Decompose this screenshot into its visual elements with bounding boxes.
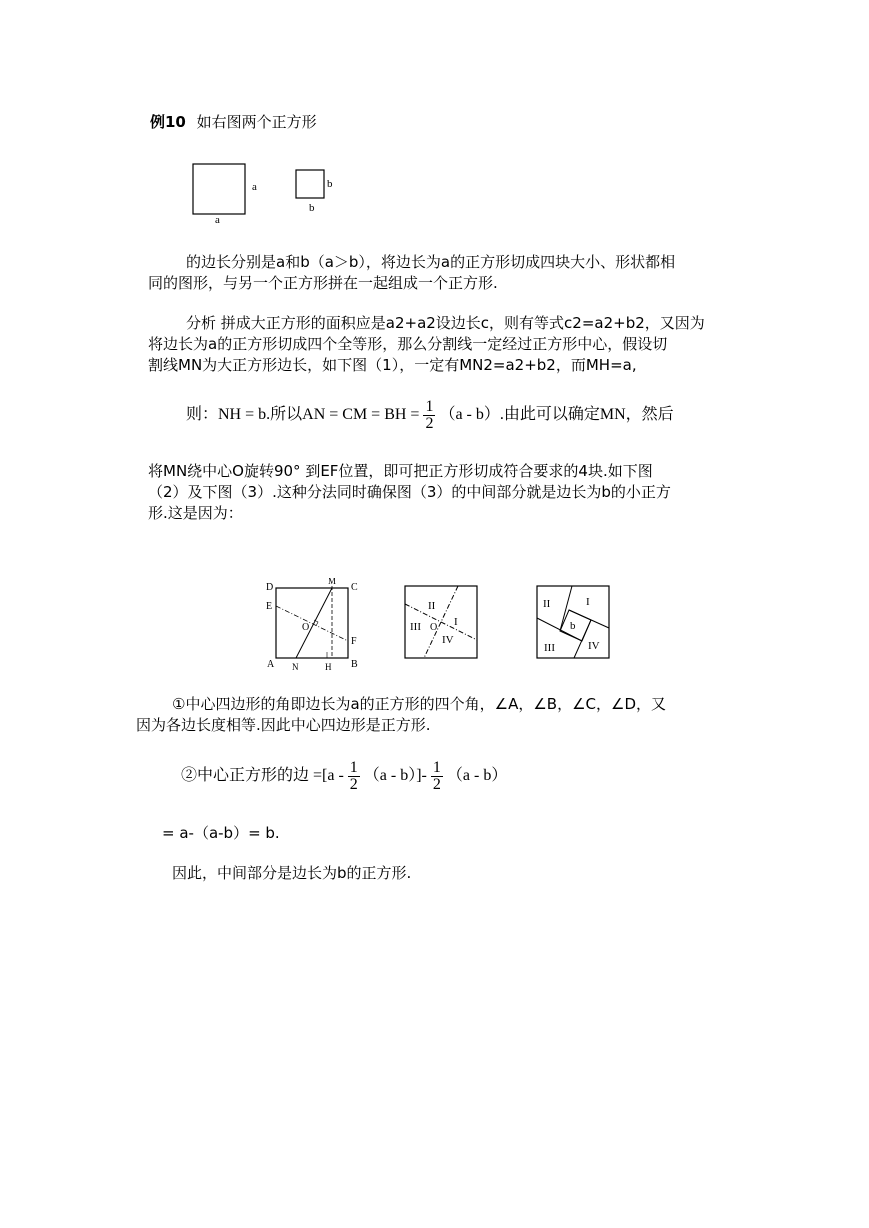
fig2-label-ii: II	[428, 600, 436, 612]
rotation-line-3: 形.这是因为：	[148, 504, 243, 522]
rotation-line-1: 将MN绕中心O旋转90° 到EF位置，即可把正方形切成符合要求的4块.如下图	[148, 462, 653, 480]
fig3-label-iii: III	[544, 642, 555, 654]
formula-1	[186, 395, 674, 435]
problem-line-2: 同的图形，与另一个正方形拼在一起组成一个正方形.	[148, 274, 498, 292]
small-square-side-right: b	[327, 178, 333, 190]
label-b: B	[351, 659, 358, 670]
analysis-line-1: 分析 拼成大正方形的面积应是a2+a2设边长c，则有等式c2=a2+b2，又因为	[186, 314, 705, 332]
label-d: D	[266, 582, 274, 593]
big-square-side-right: a	[252, 181, 257, 193]
figure-2	[402, 583, 482, 661]
big-square	[193, 164, 245, 214]
reason-2-fraction-2-denominator: 2	[432, 775, 441, 793]
reason-1-line-2: 因为各边长度相等.因此中心四边形是正方形.	[136, 716, 431, 734]
big-square-side-bottom: a	[215, 214, 220, 225]
reason-2-prefix: ②中心正方形的边 =[a -	[181, 767, 344, 784]
result-line: = a-（a-b）= b.	[162, 824, 280, 842]
fraction-one-half	[423, 399, 435, 432]
line-ef	[276, 606, 348, 641]
fig2-label-iv: IV	[442, 634, 454, 646]
figure-1-square	[276, 588, 348, 658]
reason-2-fraction-2-numerator: 1	[432, 758, 441, 776]
small-square-side-bottom: b	[309, 202, 315, 214]
example-label: 例10	[150, 113, 186, 131]
fraction-numerator: 1	[425, 397, 434, 415]
figure-1	[262, 578, 372, 673]
fig3-label-ii: II	[543, 598, 551, 610]
reason-2-suffix: （a - b）	[446, 767, 508, 784]
label-a: A	[267, 659, 275, 670]
example-title: 如右图两个正方形	[196, 113, 317, 131]
reason-2-fraction-2	[431, 760, 443, 793]
reason-2-formula	[181, 756, 507, 796]
reason-2-fraction-1	[348, 760, 360, 793]
reason-2-fraction-1-denominator: 2	[349, 775, 358, 793]
label-e: E	[266, 601, 273, 612]
fig3-label-iv: IV	[588, 640, 600, 652]
conclusion-line: 因此，中间部分是边长为b的正方形.	[172, 864, 412, 882]
fig3-label-b: b	[570, 620, 576, 632]
label-o: O	[302, 622, 310, 633]
label-c: C	[351, 582, 358, 593]
label-h: H	[325, 662, 332, 672]
analysis-line-3: 割线MN为大正方形边长，如下图（1），一定有MN2=a2+b2，而MH=a,	[148, 356, 637, 374]
fig2-label-i: I	[454, 616, 458, 628]
fig2-label-o: O	[430, 622, 438, 633]
reason-1-line-1: ①中心四边形的角即边长为a的正方形的四个角，∠A，∠B，∠C，∠D，又	[172, 695, 667, 713]
label-n: N	[292, 662, 299, 672]
label-f: F	[351, 636, 357, 647]
fig2-label-iii: III	[410, 621, 421, 633]
reason-2-middle: （a - b）]-	[363, 767, 427, 784]
formula-1-prefix: 则：NH = b.所以AN = CM = BH =	[186, 406, 420, 423]
figure-3	[534, 583, 614, 661]
label-m: M	[328, 578, 337, 586]
intro-squares-figure	[185, 160, 345, 225]
rotation-line-2: （2）及下图（3）.这种分法同时确保图（3）的中间部分就是边长为b的小正方	[148, 483, 671, 501]
reason-2-fraction-1-numerator: 1	[349, 758, 358, 776]
analysis-line-2: 将边长为a的正方形切成四个全等形，那么分割线一定经过正方形中心，假设切	[148, 335, 668, 353]
fig3-label-i: I	[586, 596, 590, 608]
small-square	[296, 170, 324, 198]
problem-line-1: 的边长分别是a和b（a＞b），将边长为a的正方形切成四块大小、形状都相	[186, 253, 676, 271]
formula-1-suffix: （a - b）.由此可以确定MN，然后	[439, 406, 674, 423]
fraction-denominator: 2	[425, 414, 434, 432]
example-heading	[150, 112, 317, 133]
